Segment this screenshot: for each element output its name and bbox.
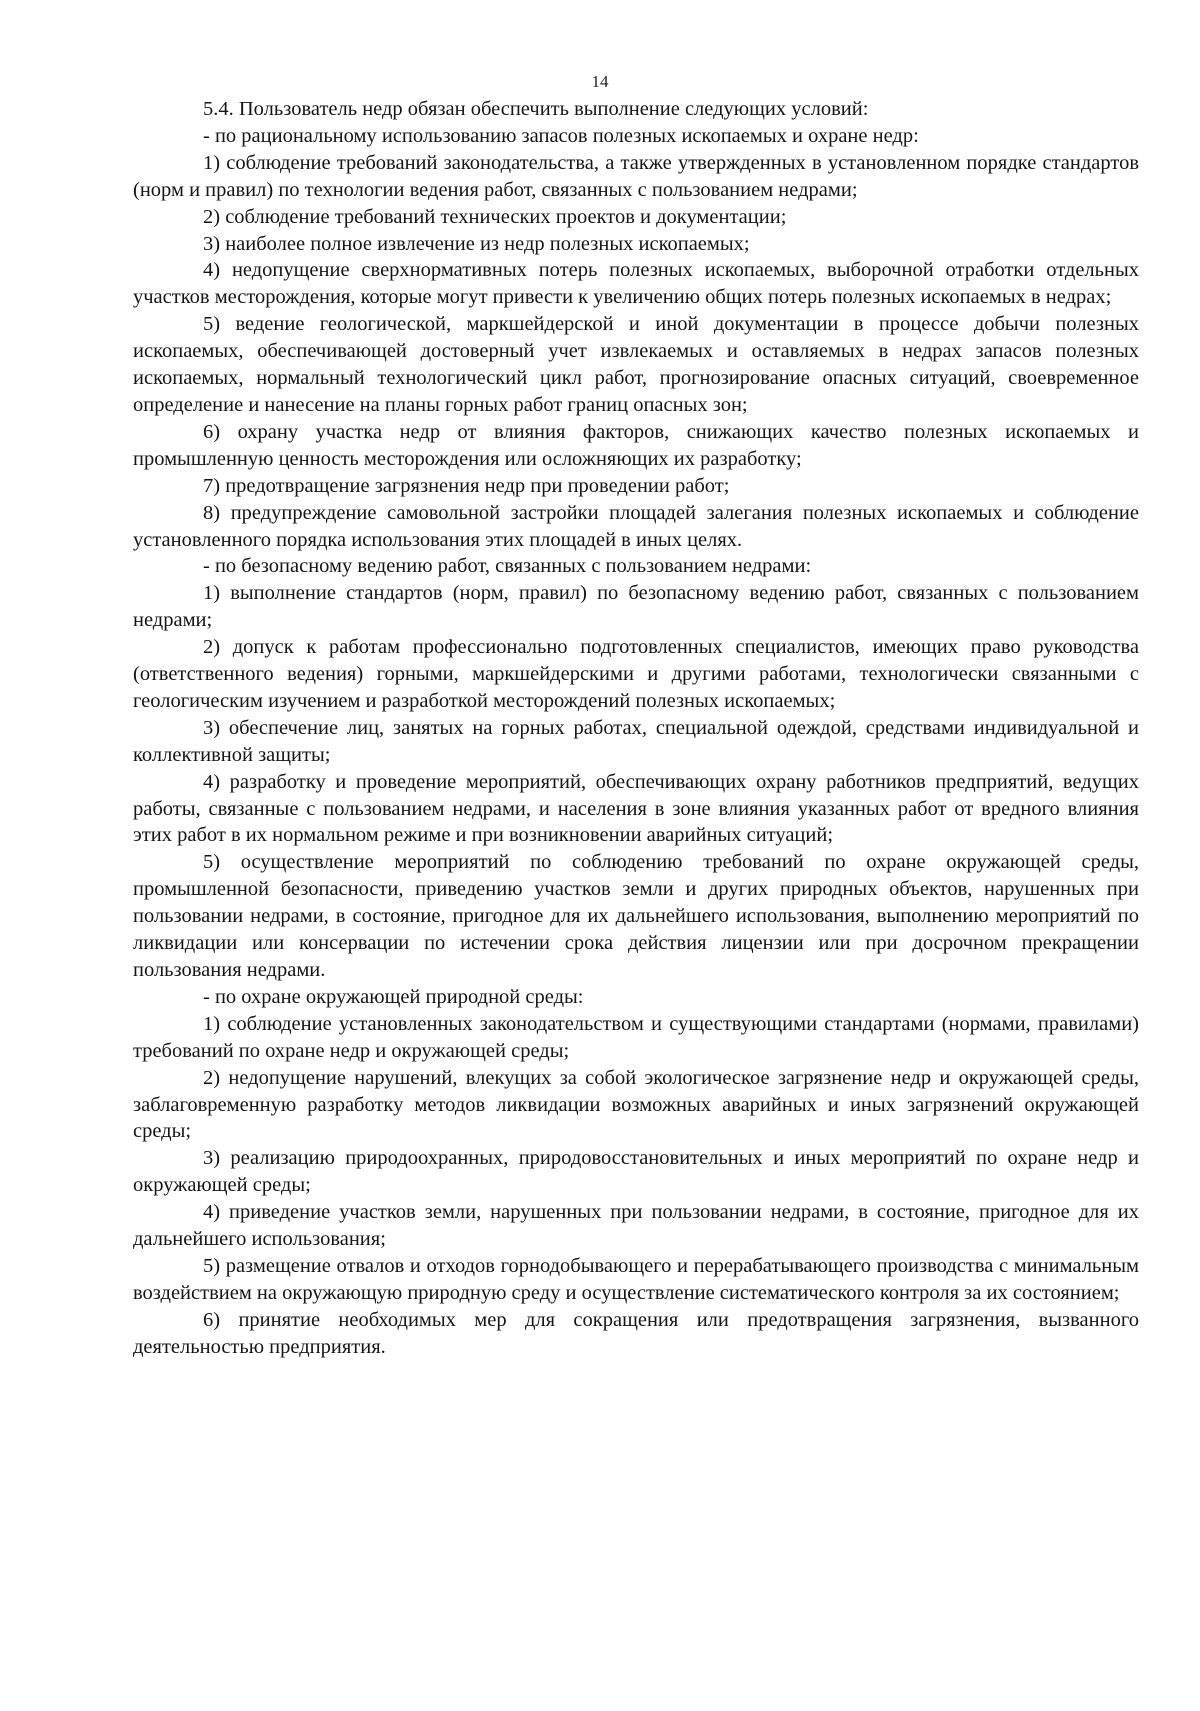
paragraph-item: 3) реализацию природоохранных, природовосстановительных и иных мероприятий по охране недр и окружающей среды; [133,1147,1139,1197]
paragraph-item: 5) осуществление мероприятий по соблюдению требований по охране окружающей среды, промышленной безопасности, приведению участков земли и других природных объектов, нарушенных при пользовании недрами, в состояние, пригодное для их дальнейшего использования, выполнению мероприятий по ликвидации или консервации по истечении срока действия лицензии или при досрочном прекращении пользования недрами. [133,851,1139,981]
paragraph-item: 5) размещение отвалов и отходов горнодобывающего и перерабатывающего производства с минимальным воздействием на окружающую природную среду и осуществление систематического контроля за их состоянием; [133,1254,1139,1304]
paragraph-item: 1) соблюдение требований законодательства, а также утвержденных в установленном порядке стандартов (норм и правил) по технологии ведения работ, связанных с пользованием недрами; [133,151,1139,201]
paragraph-item: 3) наиболее полное извлечение из недр полезных ископаемых; [203,232,750,255]
paragraph-item: 5) ведение геологической, маркшейдерской и иной документации в процессе добычи полезных ископаемых, обеспечивающей достоверный учет извлекаемых и оставляемых в недрах запасов полезных ископаемых, нормальный технологический цикл работ, прогнозирование опасных ситуаций, своевременное определение и нанесение на планы горных работ границ опасных зон; [133,313,1139,416]
paragraph-item: 6) принятие необходимых мер для сокращения или предотвращения загрязнения, вызванного деятельностью предприятия. [133,1308,1139,1358]
page-number: 14 [591,72,609,91]
paragraph-section-safety: - по безопасному ведению работ, связанных с пользованием недрами: [203,555,812,578]
paragraph-item: 4) приведение участков земли, нарушенных при пользовании недрами, в состояние, пригодное для их дальнейшего использования; [133,1201,1139,1251]
paragraph-item: 7) предотвращение загрязнения недр при проведении работ; [203,474,730,497]
paragraph-item: 1) выполнение стандартов (норм, правил) по безопасному ведению работ, связанных с пользованием недрами; [133,582,1139,632]
paragraph-item: 1) соблюдение установленных законодательством и существующими стандартами (нормами, правилами) требований по охране недр и окружающей среды; [133,1012,1139,1062]
paragraph-item: 4) разработку и проведение мероприятий, обеспечивающих охрану работников предприятий, ведущих работы, связанные с пользованием недрами, и населения в зоне влияния указанных работ от вредного влияния этих работ в их нормальном режиме и при возникновении аварийных ситуаций; [133,770,1139,847]
paragraph-heading: 5.4. Пользователь недр обязан обеспечить выполнение следующих условий: [203,98,869,120]
paragraph-item: 8) предупреждение самовольной застройки площадей залегания полезных ископаемых и соблюдение установленного порядка использования этих площадей в иных целях. [133,501,1139,551]
paragraph-item: 2) недопущение нарушений, влекущих за собой экологическое загрязнение недр и окружающей среды, заблаговременную разработку методов ликвидации возможных аварийных и иных загрязнений окружающей среды; [133,1066,1139,1143]
paragraph-item: 2) соблюдение требований технических проектов и документации; [203,205,787,228]
paragraph-item: 2) допуск к работам профессионально подготовленных специалистов, имеющих право руководства (ответственного ведения) горными, маркшейдерскими и другими работами, технологически связанными с геологическим изучением и разработкой месторождений полезных ископаемых; [133,636,1139,712]
paragraph-item: 3) обеспечение лиц, занятых на горных работах, специальной одеждой, средствами индивидуальной и коллективной защиты; [133,716,1139,766]
paragraph-section-rational-use: - по рациональному использованию запасов полезных ископаемых и охране недр: [203,124,919,147]
document-body [133,96,1139,1361]
paragraph-item: 4) недопущение сверхнормативных потерь полезных ископаемых, выборочной отработки отдельных участков месторождения, которые могут привести к увеличению общих потерь полезных ископаемых в недрах; [133,259,1139,309]
paragraph-section-environment: - по охране окружающей природной среды: [203,985,584,1008]
paragraph-item: 6) охрану участка недр от влияния факторов, снижающих качество полезных ископаемых и промышленную ценность месторождения или осложняющих их разработку; [133,420,1139,470]
